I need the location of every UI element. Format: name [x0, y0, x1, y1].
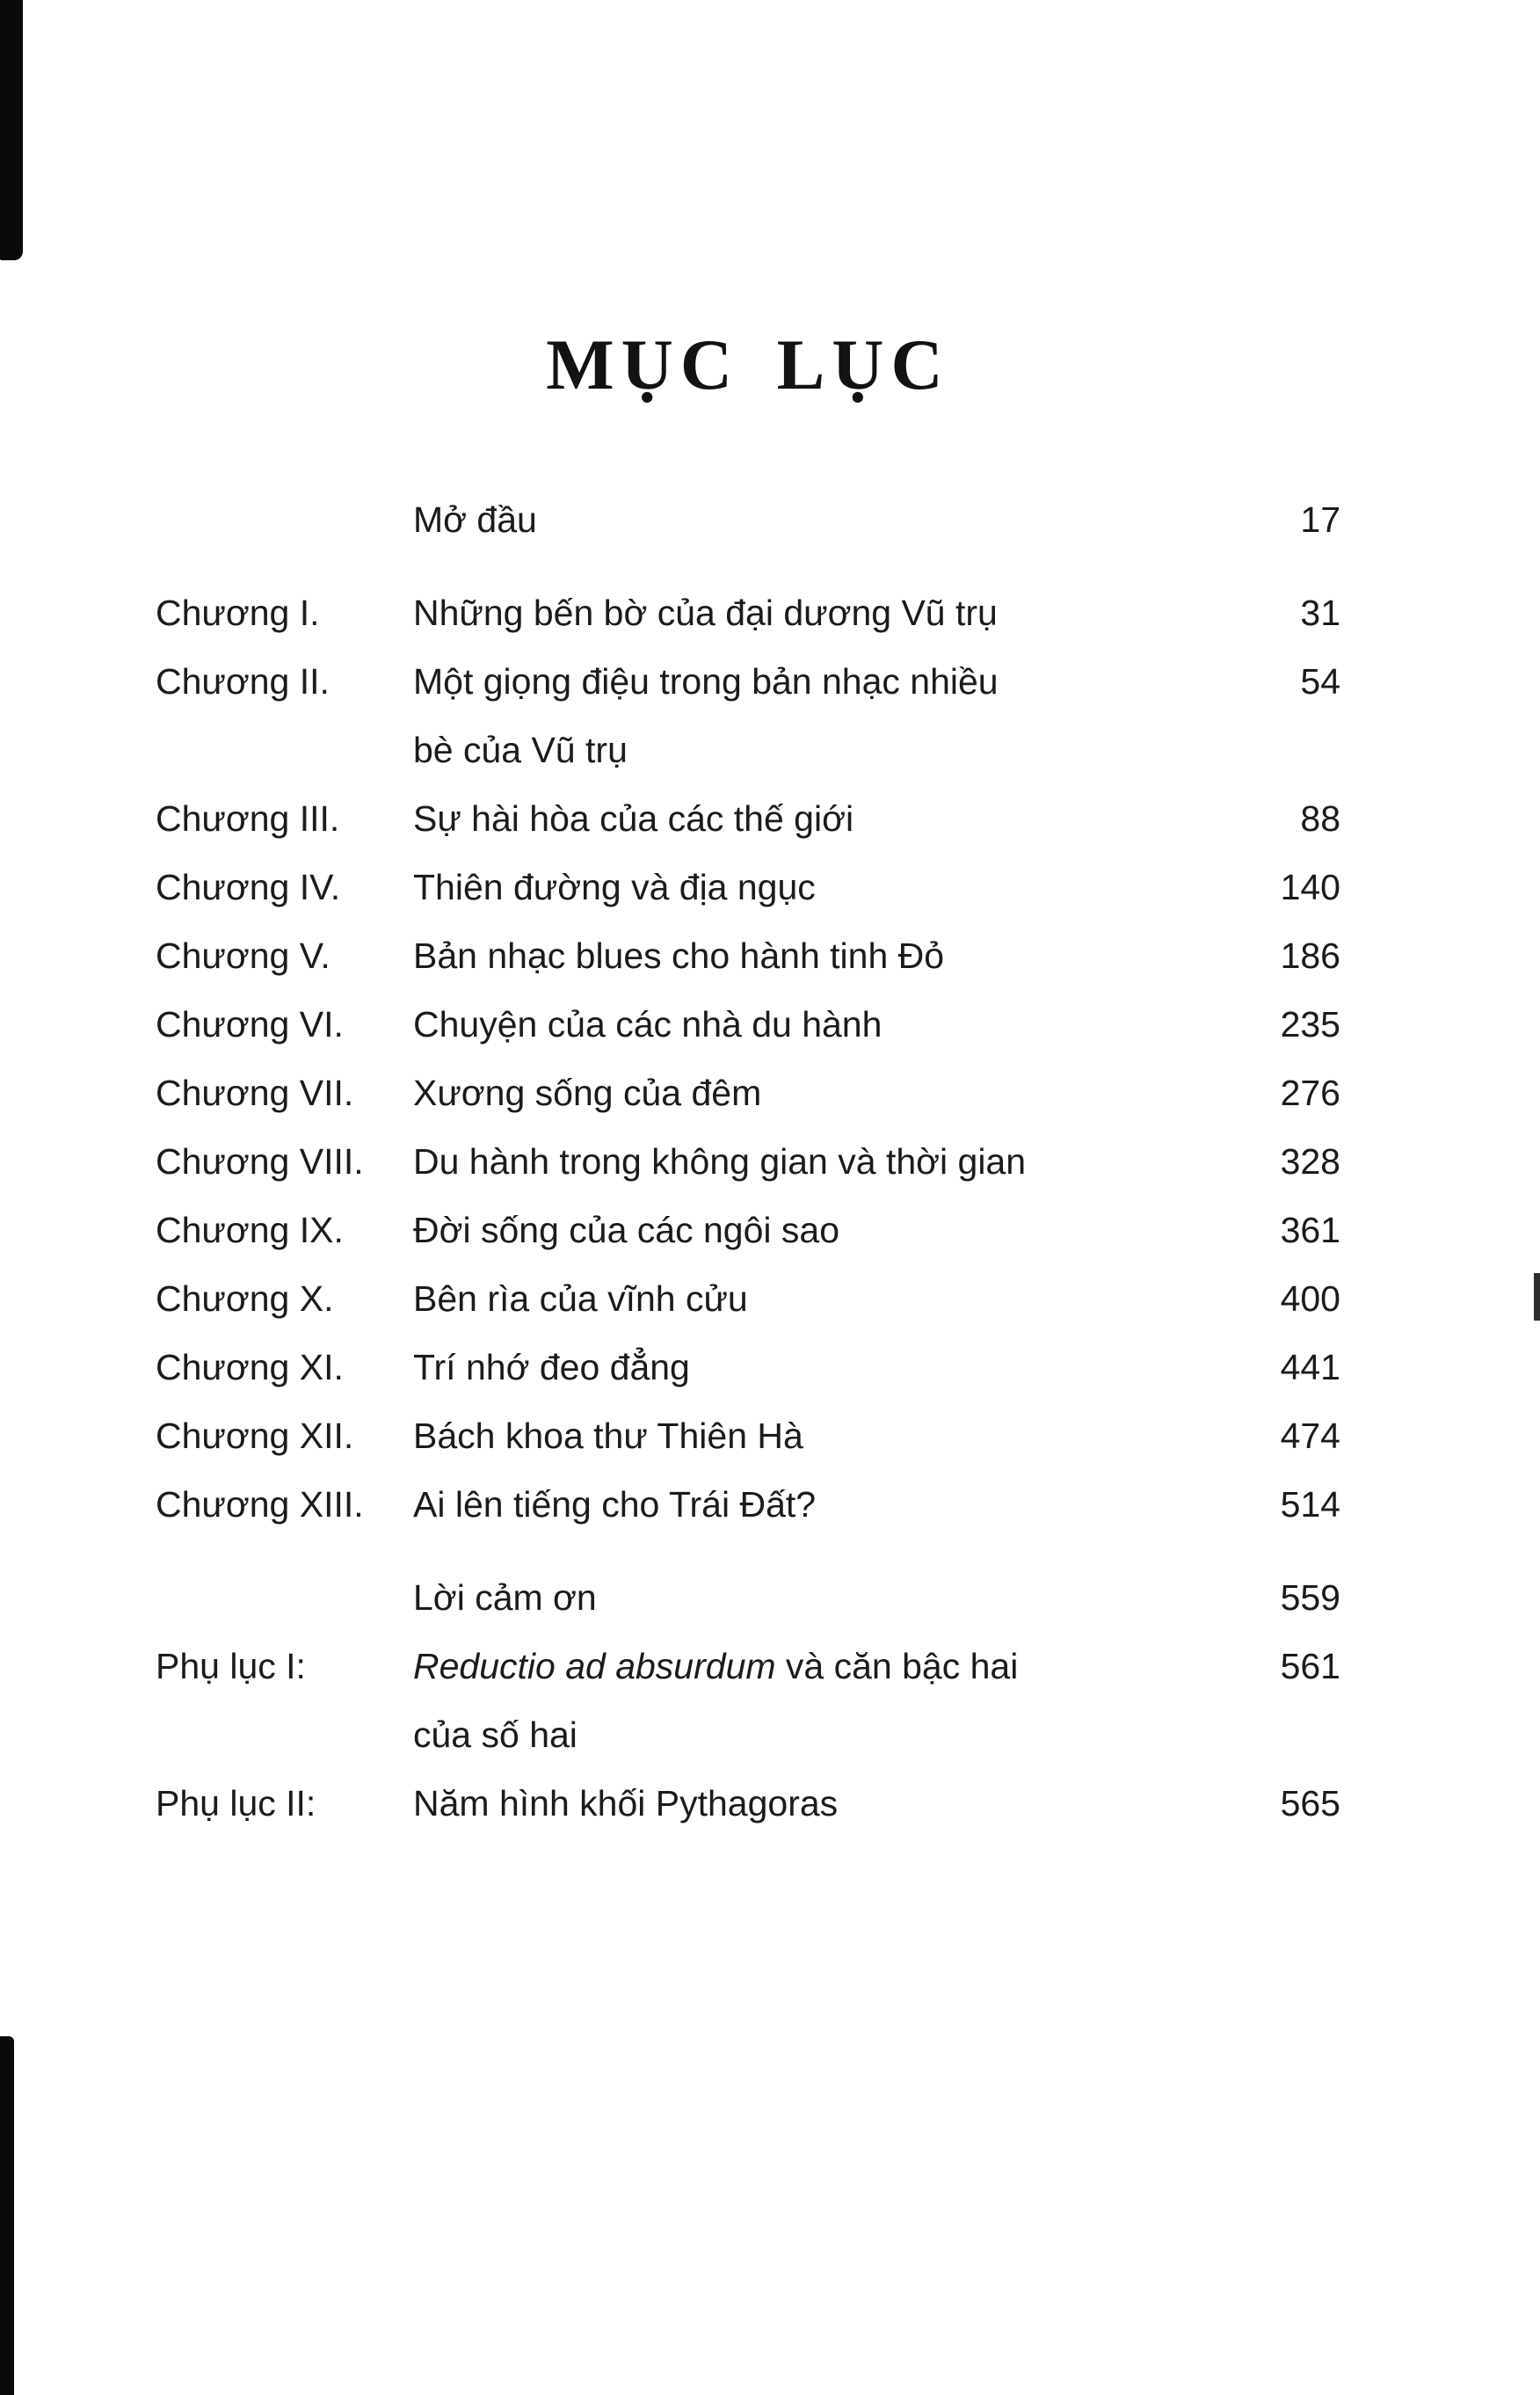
toc-entry-page-number: 559 — [1280, 1577, 1340, 1618]
toc-entry-title — [413, 1769, 1226, 1838]
toc-entry — [156, 647, 1340, 784]
toc-entry-label: Chương VII. — [156, 1073, 354, 1113]
toc-entry — [156, 1059, 1340, 1127]
toc-entry-title-line1: Sự hài hòa của các thế giới — [413, 798, 854, 839]
toc-entry-page-number: 186 — [1280, 935, 1340, 976]
toc-entry — [156, 853, 1340, 921]
table-of-contents — [156, 485, 1340, 1838]
toc-entry-title — [413, 1470, 1226, 1539]
toc-entry-page-number: 31 — [1300, 593, 1340, 633]
toc-entry — [156, 1769, 1340, 1838]
toc-entry-title — [413, 784, 1226, 853]
toc-entry-page-number: 514 — [1280, 1484, 1340, 1525]
toc-entry — [156, 1470, 1340, 1539]
toc-entry-label: Chương I. — [156, 593, 320, 633]
toc-entry-page-number: 441 — [1280, 1347, 1340, 1387]
toc-entry-title — [413, 1127, 1226, 1196]
toc-entry-page-number: 140 — [1280, 867, 1340, 907]
toc-entry-label: Phụ lục II: — [156, 1783, 316, 1824]
toc-entry-page-number: 565 — [1280, 1783, 1340, 1824]
toc-entry-page-number: 54 — [1300, 661, 1340, 702]
toc-entry — [156, 990, 1340, 1059]
toc-entry-label: Chương II. — [156, 661, 330, 702]
toc-entry-title — [413, 921, 1226, 990]
toc-entry — [156, 921, 1340, 990]
toc-entry-label: Chương III. — [156, 798, 340, 839]
toc-entry-title-line1: Một giọng điệu trong bản nhạc nhiều — [413, 661, 999, 702]
toc-entry-title-line1: Lời cảm ơn — [413, 1577, 597, 1618]
toc-entry-label: Chương XIII. — [156, 1484, 364, 1525]
toc-entry-page-number: 276 — [1280, 1073, 1340, 1113]
toc-entry-title — [413, 1196, 1226, 1264]
toc-entry — [156, 1127, 1340, 1196]
toc-entry-title-line1: Xương sống của đêm — [413, 1073, 762, 1113]
toc-entry-title-line1: Năm hình khối Pythagoras — [413, 1783, 839, 1824]
toc-entry — [156, 485, 1340, 554]
toc-entry-title-line1 — [413, 1632, 1226, 1700]
toc-entry-title-line1: Đời sống của các ngôi sao — [413, 1210, 839, 1250]
toc-entry-title-line1: Bên rìa của vĩnh cửu — [413, 1278, 748, 1319]
toc-entry — [156, 1196, 1340, 1264]
toc-entry-label: Chương VI. — [156, 1004, 344, 1045]
scan-artifact-top-left — [0, 0, 23, 260]
toc-entry-label: Chương V. — [156, 935, 331, 976]
toc-entry-title — [413, 1333, 1226, 1401]
toc-entry — [156, 579, 1340, 647]
toc-entry-title-line1: Ai lên tiếng cho Trái Đất? — [413, 1484, 817, 1525]
toc-entry-label: Chương VIII. — [156, 1141, 364, 1182]
toc-entry-title — [413, 853, 1226, 921]
toc-entry — [156, 1333, 1340, 1401]
toc-entry-title-line1: Những bến bờ của đại dương Vũ trụ — [413, 593, 998, 633]
toc-entry-label: Chương XII. — [156, 1416, 354, 1456]
toc-entry-label: Chương X. — [156, 1278, 334, 1319]
toc-entry-label: Chương IX. — [156, 1210, 344, 1250]
toc-entry-title-line1: Mở đầu — [413, 499, 537, 540]
toc-entry-title-rest: và căn bậc hai — [775, 1646, 1019, 1686]
toc-entry-page-number: 561 — [1280, 1646, 1340, 1686]
toc-entry-title-line1: Bách khoa thư Thiên Hà — [413, 1416, 803, 1456]
page-title: MỤC LỤC — [546, 324, 950, 404]
toc-entry-title-line1: Thiên đường và địa ngục — [413, 867, 816, 907]
toc-entry-title-line2: của số hai — [413, 1714, 578, 1755]
toc-entry-title — [413, 485, 1226, 554]
toc-entry-title-line1: Chuyện của các nhà du hành — [413, 1004, 883, 1045]
toc-entry — [156, 1563, 1340, 1632]
toc-entry-label: Phụ lục I: — [156, 1646, 306, 1686]
toc-entry-page-number: 235 — [1280, 1004, 1340, 1045]
toc-entry-label: Chương IV. — [156, 867, 341, 907]
scan-artifact-bottom-left — [0, 2036, 14, 2395]
toc-entry-title-line1: Du hành trong không gian và thời gian — [413, 1141, 1027, 1182]
toc-entry — [156, 1401, 1340, 1470]
toc-entry — [156, 1632, 1340, 1769]
toc-entry-title — [413, 1632, 1226, 1769]
toc-entry-title-line2: bè của Vũ trụ — [413, 730, 628, 770]
toc-entry-title-line1: Bản nhạc blues cho hành tinh Đỏ — [413, 935, 945, 976]
toc-entry-title — [413, 579, 1226, 647]
toc-entry-page-number: 400 — [1280, 1278, 1340, 1319]
toc-entry — [156, 784, 1340, 853]
toc-entry-page-number: 328 — [1280, 1141, 1340, 1182]
toc-entry-title — [413, 1563, 1226, 1632]
toc-entry-title — [413, 1401, 1226, 1470]
toc-entry-title — [413, 990, 1226, 1059]
toc-entry-title — [413, 647, 1226, 784]
scan-artifact-right-mid — [1534, 1273, 1540, 1321]
toc-entry-title — [413, 1059, 1226, 1127]
toc-entry-page-number: 361 — [1280, 1210, 1340, 1250]
toc-entry-title-italic: Reductio ad absurdum — [413, 1646, 776, 1686]
toc-entry — [156, 1264, 1340, 1333]
toc-entry-page-number: 17 — [1300, 499, 1340, 540]
toc-entry-label: Chương XI. — [156, 1347, 344, 1387]
toc-entry-title — [413, 1264, 1226, 1333]
toc-entry-title-line1: Trí nhớ đeo đẳng — [413, 1347, 690, 1387]
toc-entry-page-number: 474 — [1280, 1416, 1340, 1456]
toc-entry-page-number: 88 — [1300, 798, 1340, 839]
